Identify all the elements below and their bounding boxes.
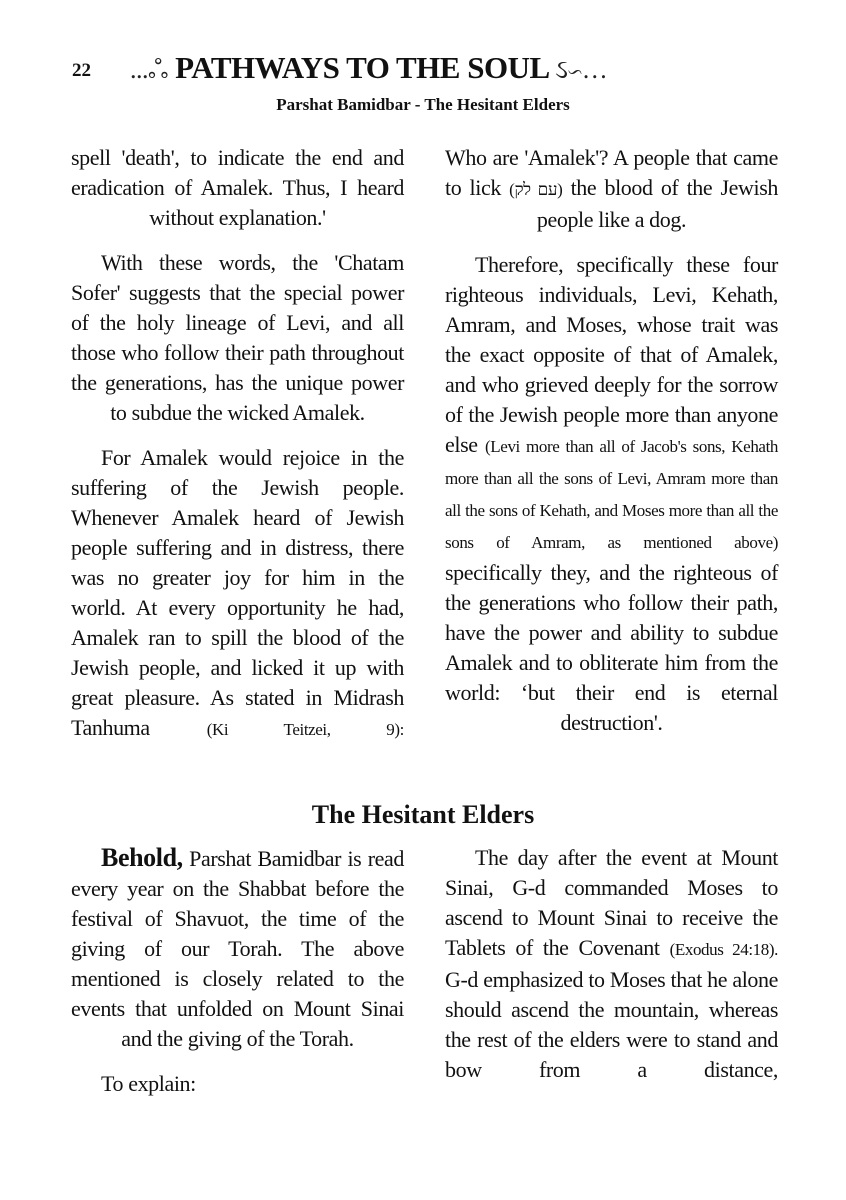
paragraph-text: Who are 'Amalek'? A people that came to lick <box>445 145 778 200</box>
paragraph <box>445 143 778 235</box>
paragraph-text: specifically they, and the righteous of the generations who follow their path, have the power and ability to subdue Amalek and to obliterate him from the world: ‘but their end is eternal destruction'. <box>445 560 778 735</box>
top-left-column <box>71 143 404 760</box>
ornament-left-icon: ...ஃ <box>130 55 168 84</box>
page-number: 22 <box>72 60 91 81</box>
paragraph-text: the blood of the Jewish people like a dog. <box>536 175 778 232</box>
paragraph: spell 'death', to indicate the end and eradication of Amalek. Thus, I heard without explanation.' <box>71 145 404 230</box>
paragraph-text: Parshat Bamidbar is read every year on the Shabbat before the festival of Shavuot, the time of the giving of our Torah. The above mentioned is closely related to the events that unfolded on Mount Sinai and the giving of the Torah. <box>71 846 404 1051</box>
paragraph: With these words, the 'Chatam Sofer' suggests that the special power of the holy lineage of Levi, and all those who follow their path throughout the generations, has the unique power to subdue the wicked Amalek. <box>71 250 404 425</box>
running-header <box>130 50 730 88</box>
paragraph: To explain: <box>101 1071 196 1096</box>
paragraph-text: The day after the event at Mount Sinai, G-d commanded Moses to ascend to Mount Sinai to receive the Tablets of the Covenant <box>445 845 778 960</box>
section-title: The Hesitant Elders <box>311 800 535 829</box>
parenthetical-note: (Levi more than all of Jacob's sons, Kehath more than all the sons of Levi, Amram more than all the sons of Kehath, and Moses more than all the sons of Amram, as mentioned above) <box>445 437 778 552</box>
citation: (Exodus 24:18). <box>669 940 778 959</box>
citation: (Ki Teitzei, 9): <box>206 720 404 739</box>
paragraph-text: G-d emphasized to Moses that he alone should ascend the mountain, whereas the rest of the elders were to stand and bow from a distance, <box>445 967 778 1082</box>
paragraph <box>71 843 404 1054</box>
chapter-subtitle: Parshat Bamidbar - The Hesitant Elders <box>276 95 570 114</box>
paragraph <box>71 443 404 745</box>
section-right-column <box>445 843 778 1100</box>
paragraph-text: For Amalek would rejoice in the suffering of the Jewish people. Whenever Amalek heard of Jewish people suffering and in distress, there was no greater joy for him in the world. At every opportunity he had, Amalek ran to spill the blood of the Jewish people, and licked it up with great pleasure. As stated in Midrash Tanhuma <box>71 445 404 740</box>
lead-word: Behold, <box>101 843 183 872</box>
running-title: PATHWAYS TO THE SOUL <box>175 50 548 85</box>
paragraph-text: Therefore, specifically these four righteous individuals, Levi, Kehath, Amram, and Moses, whose trait was the exact opposite of that of Amalek, and who grieved deeply for the sorrow of the Jewish people more than anyone else <box>445 252 778 457</box>
paragraph <box>445 843 778 1085</box>
hebrew-text: (עם לק) <box>509 180 563 199</box>
paragraph <box>445 250 778 738</box>
top-right-column <box>445 143 778 753</box>
section-left-column <box>71 843 404 1114</box>
ornament-right-icon: ઽ∽… <box>555 55 608 84</box>
